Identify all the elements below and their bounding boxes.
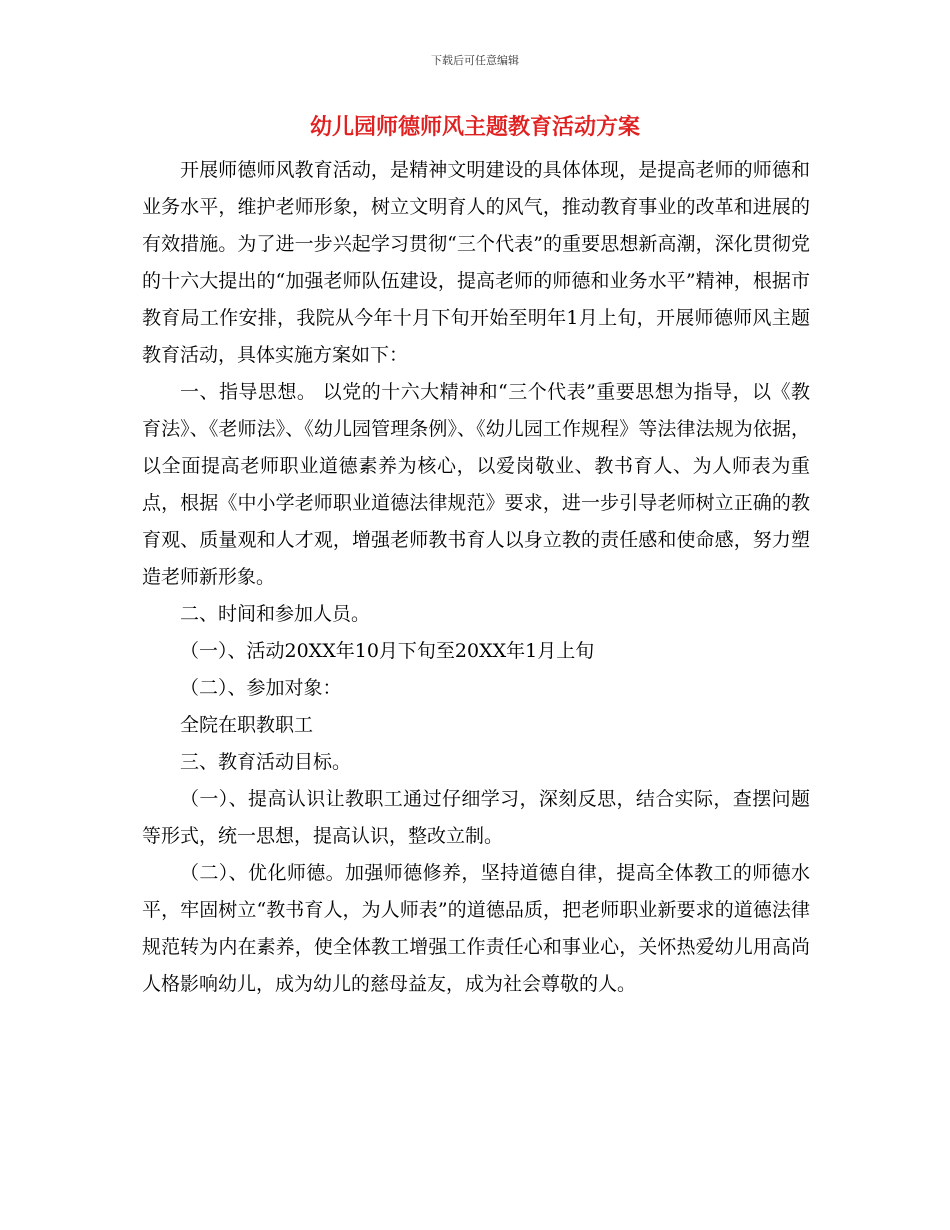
- section-heading-time-participants: 二、时间和参加人员。: [180, 603, 371, 625]
- paragraph-participants-heading: （二）、参加对象：: [180, 677, 342, 699]
- document-title: 幼儿园师德师风主题教育活动方案: [309, 114, 640, 140]
- paragraph-participants: 全院在职教职工: [180, 714, 314, 736]
- document-body: [142, 152, 810, 1003]
- paragraph-activity-time: （一）、活动20XX年10月下旬至20XX年1月上旬: [180, 640, 595, 662]
- paragraph-goal-ethics: （二）、优化师德。加强师德修养，坚持道德自律，提高全体教工的师德水平，牢固树立“教书育人，为人师表”的道德品质，把老师职业新要求的道德法律规范转为内在素养，使全体教工增强工作责任心和事业心，关怀热爱幼儿用高尚人格影响幼儿，成为幼儿的慈母益友，成为社会尊敬的人。: [142, 862, 810, 995]
- section-heading-goals: 三、教育活动目标。: [180, 751, 352, 773]
- paragraph-intro: 开展师德师风教育活动，是精神文明建设的具体体现，是提高老师的师德和业务水平，维护老师形象，树立文明育人的风气，推动教育事业的改革和进展的有效措施。为了进一步兴起学习贯彻“三个代表”的重要思想新高潮，深化贯彻党的十六大提出的“加强老师队伍建设，提高老师的师德和业务水平”精神，根据市教育局工作安排，我院从今年十月下旬开始至明年1月上旬，开展师德师风主题教育活动，具体实施方案如下：: [142, 159, 810, 366]
- header-note: 下载后可任意编辑: [431, 54, 519, 67]
- paragraph-goal-awareness: （一）、提高认识让教职工通过仔细学习，深刻反思，结合实际，查摆问题等形式，统一思想，提高认识，整改立制。: [142, 788, 810, 847]
- paragraph-guiding-thought: 一、指导思想。 以党的十六大精神和“三个代表”重要思想为指导，以《教育法》、《老师法》、《幼儿园管理条例》、《幼儿园工作规程》等法律法规为依据，以全面提高老师职业道德素养为核心，以爱岗敬业、教书育人、为人师表为重点，根据《中小学老师职业道德法律规范》要求，进一步引导老师树立正确的教育观、质量观和人才观，增强老师教书育人以身立教的责任感和使命感，努力塑造老师新形象。: [142, 381, 810, 588]
